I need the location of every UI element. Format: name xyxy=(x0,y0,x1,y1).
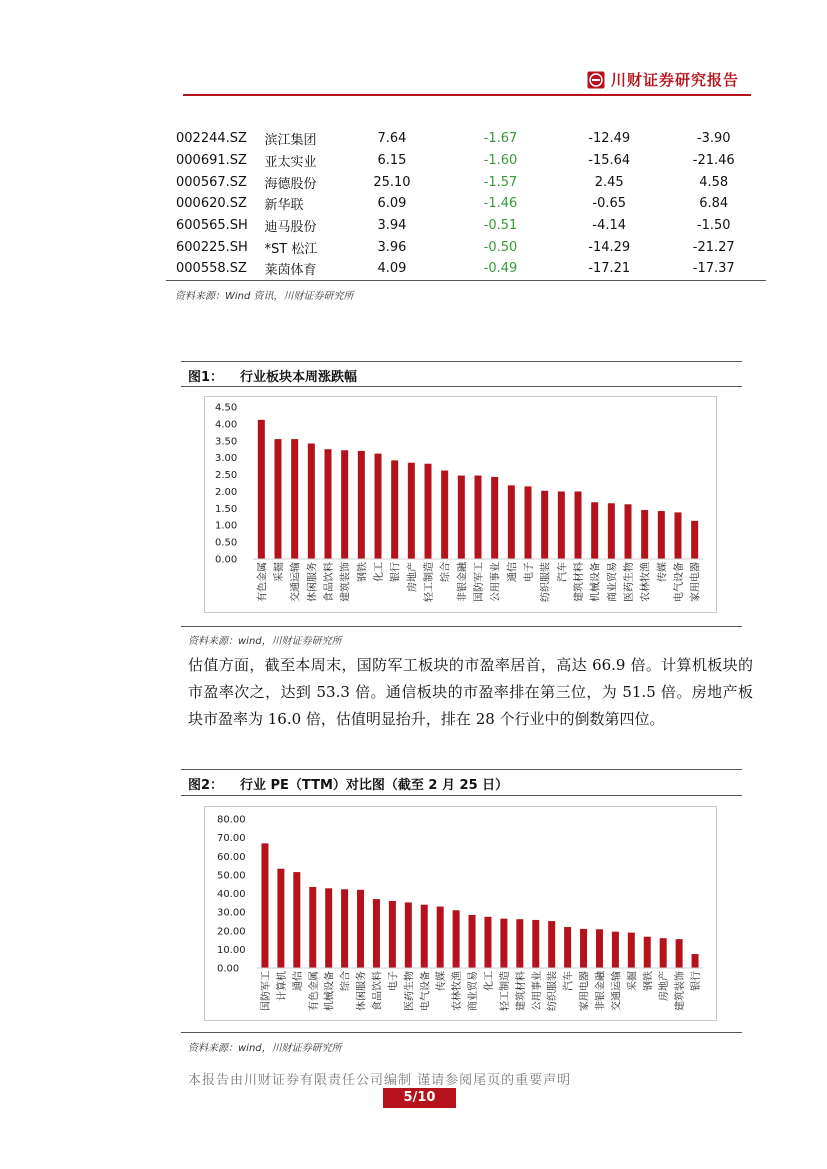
x-category-label: 轻工制造 xyxy=(424,562,435,602)
x-category-label: 采掘 xyxy=(627,971,639,991)
x-category-label: 休闲服务 xyxy=(307,562,319,602)
table-row xyxy=(166,215,766,237)
bar xyxy=(358,451,365,559)
bar xyxy=(548,921,555,968)
bar xyxy=(525,486,532,559)
x-category-label: 建筑装饰 xyxy=(340,562,352,602)
bar xyxy=(580,929,587,968)
bar xyxy=(612,932,619,968)
bar xyxy=(675,512,682,559)
report-header-title: 川财证券研究报告 xyxy=(611,71,740,89)
change-cell: -14.29 xyxy=(588,239,631,255)
x-category-label: 房地产 xyxy=(659,971,671,1001)
y-tick-label: 30.00 xyxy=(217,907,246,919)
figure1-top-rule xyxy=(181,361,742,362)
figure1-bar-chart xyxy=(205,397,716,612)
figure1-label: 图1： xyxy=(188,370,224,385)
y-tick-label: 3.50 xyxy=(215,436,238,448)
change-cell: -1.50 xyxy=(696,218,731,234)
weekly-change: -1.60 xyxy=(483,153,518,169)
x-category-label: 有色金属 xyxy=(257,562,269,602)
change-cell: -21.46 xyxy=(692,153,735,169)
x-category-label: 电子 xyxy=(524,562,535,582)
stock-code: 600225.SH xyxy=(176,239,248,255)
change-cell: 6.84 xyxy=(699,196,729,212)
bar xyxy=(341,889,348,968)
bar xyxy=(325,449,332,559)
figure2-source-note: 资料来源：wind，川财证券研究所 xyxy=(188,1043,342,1054)
bar xyxy=(641,510,648,559)
weekly-change: -0.49 xyxy=(483,261,518,277)
y-tick-label: 1.50 xyxy=(215,503,238,515)
figure2-bar-chart xyxy=(205,807,716,1020)
stock-price: 4.09 xyxy=(377,261,407,277)
figure1-chart-frame xyxy=(204,396,717,613)
bar xyxy=(491,477,498,559)
bar xyxy=(308,443,315,559)
bar xyxy=(441,471,448,559)
bar xyxy=(625,504,632,559)
stock-price: 6.09 xyxy=(377,196,407,212)
table-row xyxy=(166,236,766,258)
bar xyxy=(484,917,491,968)
y-tick-label: 3.00 xyxy=(215,453,238,465)
header-divider xyxy=(183,94,751,96)
stock-price: 7.64 xyxy=(377,131,407,147)
x-category-label: 通信 xyxy=(292,971,304,991)
bar xyxy=(508,485,515,559)
stock-name: *ST 松江 xyxy=(264,241,318,257)
bar xyxy=(341,450,348,559)
x-category-label: 建筑装饰 xyxy=(675,971,687,1011)
bar xyxy=(275,439,282,559)
table-row xyxy=(166,171,766,193)
x-category-label: 建筑材料 xyxy=(515,971,527,1011)
bar xyxy=(475,476,482,559)
figure1-bottom-rule xyxy=(181,626,742,627)
valuation-paragraph: 估值方面，截至本周末，国防军工板块的市盈率居首，高达 66.9 倍。计算机板块的市盈率次之，达到 53.3 倍。通信板块的市盈率排在第三位，为 51.5 倍。房地产板块市盈率为 16.0 倍，估值明显抬升，排在 28 个行业中的倒数第四位。 xyxy=(188,656,753,728)
y-tick-label: 0.50 xyxy=(215,537,238,549)
stock-price: 3.96 xyxy=(377,239,407,255)
x-category-label: 交通运输 xyxy=(611,971,623,1011)
x-category-label: 综合 xyxy=(340,971,352,991)
x-category-label: 通信 xyxy=(507,562,519,582)
page-number: 5/10 xyxy=(383,1088,456,1108)
x-category-label: 国防军工 xyxy=(474,562,485,602)
y-tick-label: 4.00 xyxy=(215,419,238,431)
bar xyxy=(437,907,444,968)
bar xyxy=(391,460,398,559)
x-category-label: 商业贸易 xyxy=(468,971,480,1011)
change-cell: 2.45 xyxy=(594,174,624,190)
x-category-label: 银行 xyxy=(691,971,703,991)
x-category-label: 医药生物 xyxy=(624,562,635,602)
bar xyxy=(676,939,683,968)
stock-code: 000567.SZ xyxy=(176,174,247,190)
bar xyxy=(291,439,298,559)
bar xyxy=(591,502,598,559)
figure2-chart-frame xyxy=(204,806,717,1021)
stock-price: 6.15 xyxy=(377,153,407,169)
weekly-change: -1.57 xyxy=(483,174,518,190)
x-category-label: 家用电器 xyxy=(579,971,591,1011)
change-cell: -4.14 xyxy=(592,218,627,234)
x-category-label: 钢铁 xyxy=(643,971,655,991)
x-category-label: 电气设备 xyxy=(674,562,685,602)
bar xyxy=(277,869,284,968)
bar xyxy=(660,938,667,968)
bar xyxy=(425,464,432,559)
x-category-label: 综合 xyxy=(440,562,452,582)
table-row xyxy=(166,193,766,215)
y-tick-label: 50.00 xyxy=(217,870,246,882)
stock-code: 600565.SH xyxy=(176,218,248,234)
bar xyxy=(644,937,651,968)
bar xyxy=(309,887,316,968)
bar xyxy=(608,503,615,559)
y-tick-label: 4.50 xyxy=(215,402,238,414)
bar xyxy=(373,899,380,968)
y-tick-label: 2.00 xyxy=(215,486,238,498)
bar xyxy=(628,933,635,968)
x-category-label: 轻工制造 xyxy=(499,971,511,1011)
x-category-label: 非银金融 xyxy=(457,562,469,602)
weekly-change: -0.50 xyxy=(483,239,518,255)
x-category-label: 国防军工 xyxy=(260,971,272,1011)
table-row xyxy=(166,150,766,172)
change-cell: -21.27 xyxy=(692,239,735,255)
x-category-label: 家用电器 xyxy=(690,562,702,602)
x-category-label: 计算机 xyxy=(276,971,288,1001)
change-cell: -0.65 xyxy=(592,196,627,212)
change-cell: -3.90 xyxy=(696,131,731,147)
stock-name: 迪马股份 xyxy=(264,220,317,236)
x-category-label: 电气设备 xyxy=(420,971,432,1011)
bar xyxy=(261,843,268,968)
bar xyxy=(258,420,265,559)
x-category-label: 食品饮料 xyxy=(372,971,384,1011)
x-category-label: 公用事业 xyxy=(531,971,543,1011)
stock-name: 新华联 xyxy=(264,198,304,214)
stock-table xyxy=(166,128,766,280)
figure2-title-rule xyxy=(181,795,742,796)
bar xyxy=(500,919,507,968)
y-tick-label: 2.50 xyxy=(215,470,238,482)
y-tick-label: 1.00 xyxy=(215,520,238,532)
weekly-change: -1.46 xyxy=(483,196,518,212)
y-tick-label: 40.00 xyxy=(217,889,246,900)
figure2-label: 图2： xyxy=(188,778,224,793)
stock-name: 莱茵体育 xyxy=(264,263,317,279)
table-row xyxy=(166,258,766,280)
x-category-label: 有色金属 xyxy=(308,971,320,1011)
figure1-title: 行业板块本周涨跌幅 xyxy=(240,370,358,385)
stock-price: 25.10 xyxy=(373,174,411,190)
x-category-label: 休闲服务 xyxy=(356,971,368,1011)
stock-name: 滨江集团 xyxy=(264,133,317,149)
bar xyxy=(658,511,665,559)
change-cell: -12.49 xyxy=(588,131,631,147)
x-category-label: 食品饮料 xyxy=(324,562,335,602)
x-category-label: 农林牧渔 xyxy=(452,971,464,1011)
y-tick-label: 10.00 xyxy=(217,944,246,956)
x-category-label: 机械设备 xyxy=(590,562,602,602)
figure2-title: 行业 PE（TTM）对比图（截至 2 月 25 日） xyxy=(240,778,509,793)
y-tick-label: 0.00 xyxy=(215,554,238,566)
footer-disclaimer: 本报告由川财证券有限责任公司编制 谨请参阅尾页的重要声明 xyxy=(188,1073,572,1088)
x-category-label: 农林牧渔 xyxy=(640,562,652,602)
bar xyxy=(325,888,332,968)
bar xyxy=(421,905,428,968)
weekly-change: -1.67 xyxy=(483,131,518,147)
bar xyxy=(469,915,476,968)
bar xyxy=(458,476,465,559)
bar xyxy=(293,872,300,968)
change-cell: 4.58 xyxy=(699,174,729,190)
stock-code: 000558.SZ xyxy=(176,261,247,277)
bar xyxy=(408,463,415,559)
bar xyxy=(516,919,523,968)
x-category-label: 传媒 xyxy=(436,971,448,991)
bar xyxy=(691,521,698,559)
x-category-label: 商业贸易 xyxy=(607,562,619,602)
bar xyxy=(389,901,396,968)
x-category-label: 房地产 xyxy=(407,562,419,592)
bar xyxy=(558,491,565,559)
bar xyxy=(596,929,603,968)
x-category-label: 汽车 xyxy=(563,971,575,991)
x-category-label: 采掘 xyxy=(274,562,285,582)
y-tick-label: 80.00 xyxy=(217,814,246,826)
stock-name: 海德股份 xyxy=(264,176,317,192)
stock-name: 亚太实业 xyxy=(264,155,317,171)
bar xyxy=(375,454,382,559)
bar xyxy=(453,910,460,968)
y-tick-label: 70.00 xyxy=(217,833,246,845)
x-category-label: 传媒 xyxy=(657,562,669,582)
y-tick-label: 60.00 xyxy=(217,851,246,863)
figure1-source-note: 资料来源：wind，川财证券研究所 xyxy=(188,636,342,647)
x-category-label: 纺织服装 xyxy=(540,562,552,602)
table-source-note: 资料来源：Wind 资讯，川财证券研究所 xyxy=(175,291,354,302)
bar xyxy=(564,927,571,968)
brand-logo-icon xyxy=(587,71,605,89)
stock-code: 000691.SZ xyxy=(176,153,247,169)
change-cell: -17.21 xyxy=(588,261,631,277)
stock-price: 3.94 xyxy=(377,218,407,234)
stock-code: 000620.SZ xyxy=(176,196,247,212)
x-category-label: 钢铁 xyxy=(357,562,369,582)
bar xyxy=(575,491,582,559)
x-category-label: 纺织服装 xyxy=(547,971,559,1011)
x-category-label: 交通运输 xyxy=(290,562,302,602)
x-category-label: 电子 xyxy=(388,971,400,991)
bar xyxy=(541,491,548,559)
figure1-title-rule xyxy=(181,386,742,387)
x-category-label: 化工 xyxy=(483,971,495,991)
change-cell: -15.64 xyxy=(588,153,631,169)
bar xyxy=(405,902,412,968)
figure2-bottom-rule xyxy=(181,1032,742,1033)
x-category-label: 非银金融 xyxy=(595,971,607,1011)
x-category-label: 银行 xyxy=(390,562,402,582)
bar xyxy=(532,920,539,968)
y-tick-label: 20.00 xyxy=(217,926,246,938)
stock-code: 002244.SZ xyxy=(176,131,247,147)
x-category-label: 公用事业 xyxy=(490,562,502,602)
change-cell: -17.37 xyxy=(692,261,735,277)
figure2-top-rule xyxy=(181,769,742,770)
bar xyxy=(357,890,364,968)
x-category-label: 建筑材料 xyxy=(574,562,585,602)
x-category-label: 机械设备 xyxy=(324,971,336,1011)
weekly-change: -0.51 xyxy=(483,218,518,234)
x-category-label: 医药生物 xyxy=(404,971,416,1011)
bar xyxy=(692,954,699,968)
x-category-label: 汽车 xyxy=(557,562,569,582)
table-row xyxy=(166,128,766,150)
x-category-label: 化工 xyxy=(374,562,385,582)
y-tick-label: 0.00 xyxy=(217,963,240,975)
table-bottom-rule xyxy=(166,280,766,281)
